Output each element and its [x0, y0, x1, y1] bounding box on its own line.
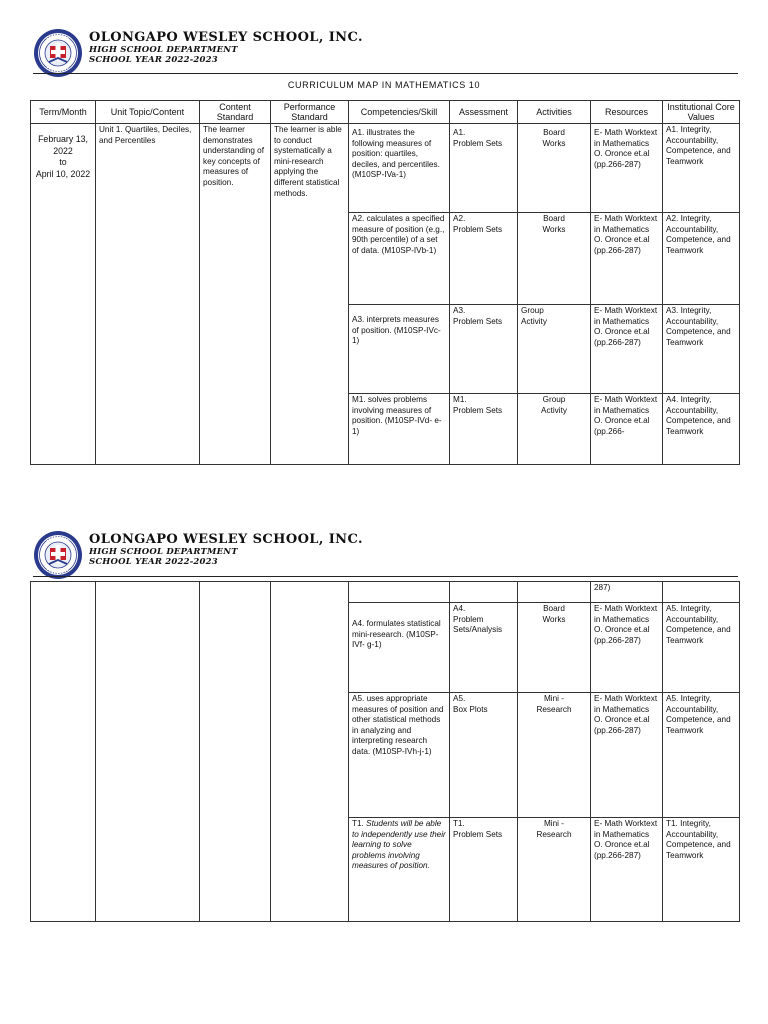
- resources-cell: E- Math Worktext in Mathematics O. Oronce et.al (pp.266-287): [591, 213, 663, 305]
- resources-cell: E- Math Worktext in Mathematics O. Oronce et.al (pp.266-: [591, 394, 663, 465]
- unit-topic-cell: Unit 1. Quartiles, Deciles, and Percentiles: [96, 124, 200, 465]
- resources-cell: E- Math Worktext in Mathematics O. Oronce et.al (pp.266-287): [591, 124, 663, 213]
- curriculum-map-table: [30, 100, 740, 465]
- content-standard-cell: The learner demonstrates understanding of key concepts of measures of position.: [200, 124, 271, 465]
- core-values-cell: A4. Integrity, Accountability, Competence, and Teamwork: [663, 394, 740, 465]
- school-title-block: [89, 30, 363, 65]
- activity-cell: Board Works: [518, 213, 591, 305]
- school-header: [33, 28, 743, 88]
- unit-topic-cell: [96, 582, 200, 922]
- column-header: Unit Topic/Content: [96, 101, 200, 124]
- assessment-cell: A1. Problem Sets: [450, 124, 518, 213]
- column-header: Assessment: [450, 101, 518, 124]
- assessment-cell: A4. Problem Sets/Analysis: [450, 603, 518, 693]
- table-row: [31, 582, 740, 603]
- column-header: Resources: [591, 101, 663, 124]
- school-year: SCHOOL YEAR 2022-2023: [89, 55, 218, 65]
- resources-cell: 287): [591, 582, 663, 603]
- competency-cell: [349, 582, 450, 603]
- performance-standard-cell: [271, 582, 349, 922]
- resources-cell: E- Math Worktext in Mathematics O. Oronce et.al (pp.266-287): [591, 693, 663, 818]
- core-values-cell: A3. Integrity, Accountability, Competence, and Teamwork: [663, 305, 740, 394]
- core-values-cell: A5. Integrity, Accountability, Competence, and Teamwork: [663, 693, 740, 818]
- competency-cell: A4. formulates statistical mini-research. (M10SP-IVf- g-1): [349, 603, 450, 693]
- column-header: Institutional Core Values: [663, 101, 740, 124]
- activity-cell: Mini - Research: [518, 693, 591, 818]
- column-header: Competencies/Skill: [349, 101, 450, 124]
- header-divider: [33, 73, 738, 74]
- assessment-cell: T1. Problem Sets: [450, 818, 518, 922]
- school-title-block: [89, 532, 363, 567]
- assessment-cell: [450, 582, 518, 603]
- term-cell: February 13, 2022 to April 10, 2022: [31, 124, 96, 465]
- school-name: OLONGAPO WESLEY SCHOOL, INC.: [89, 30, 363, 45]
- school-department: HIGH SCHOOL DEPARTMENT: [89, 547, 238, 557]
- competency-cell: A3. interprets measures of position. (M10SP-IVc-1): [349, 305, 450, 394]
- resources-cell: E- Math Worktext in Mathematics O. Oronce et.al (pp.266-287): [591, 818, 663, 922]
- school-year: SCHOOL YEAR 2022-2023: [89, 557, 218, 567]
- core-values-cell: T1. Integrity, Accountability, Competence, and Teamwork: [663, 818, 740, 922]
- document-title: CURRICULUM MAP IN MATHEMATICS 10: [287, 80, 481, 90]
- activity-cell: Board Works: [518, 124, 591, 213]
- school-department: HIGH SCHOOL DEPARTMENT: [89, 45, 238, 55]
- column-header: Activities: [518, 101, 591, 124]
- activity-cell: Board Works: [518, 603, 591, 693]
- document-page-2: [0, 500, 768, 1024]
- column-header: Content Standard: [200, 101, 271, 124]
- competency-text: Students will be able to independently use their learning to solve problems involving measures of position.: [352, 819, 446, 871]
- core-values-cell: A2. Integrity, Accountability, Competence, and Teamwork: [663, 213, 740, 305]
- school-seal-logo: [33, 530, 83, 580]
- resources-cell: E- Math Worktext in Mathematics O. Oronce et.al (pp.266-287): [591, 603, 663, 693]
- assessment-cell: A5. Box Plots: [450, 693, 518, 818]
- competency-cell: A5. uses appropriate measures of position and other statistical methods in analyzing and interpreting research data. (M10SP-IVh-j-1): [349, 693, 450, 818]
- header-divider: [33, 576, 738, 577]
- curriculum-map-table-continued: [30, 581, 740, 922]
- document-page-1: [0, 0, 768, 500]
- column-header: Performance Standard: [271, 101, 349, 124]
- content-standard-cell: [200, 582, 271, 922]
- activity-cell: [518, 582, 591, 603]
- competency-cell: A1. illustrates the following measures of position: quartiles, deciles, and percentiles. (M10SP-IVa-1): [349, 124, 450, 213]
- core-values-cell: A1. Integrity, Accountability, Competence, and Teamwork: [663, 124, 740, 213]
- core-values-cell: [663, 582, 740, 603]
- table-row: [31, 124, 740, 213]
- table-header-row: [31, 101, 740, 124]
- core-values-cell: A5. Integrity, Accountability, Competence, and Teamwork: [663, 603, 740, 693]
- assessment-cell: A3. Problem Sets: [450, 305, 518, 394]
- term-cell: [31, 582, 96, 922]
- activity-cell: Group Activity: [518, 305, 591, 394]
- competency-cell: A2. calculates a specified measure of position (e.g., 90th percentile) of a set of data. (M10SP-IVb-1): [349, 213, 450, 305]
- school-seal-logo: [33, 28, 83, 78]
- assessment-cell: A2. Problem Sets: [450, 213, 518, 305]
- activity-cell: Group Activity: [518, 394, 591, 465]
- resources-cell: E- Math Worktext in Mathematics O. Oronce et.al (pp.266-287): [591, 305, 663, 394]
- activity-cell: Mini - Research: [518, 818, 591, 922]
- competency-cell: [349, 818, 450, 922]
- competency-label: T1.: [352, 819, 364, 828]
- school-name: OLONGAPO WESLEY SCHOOL, INC.: [89, 532, 363, 547]
- assessment-cell: M1. Problem Sets: [450, 394, 518, 465]
- column-header: Term/Month: [31, 101, 96, 124]
- competency-cell: M1. solves problems involving measures of position. (M10SP-IVd- e-1): [349, 394, 450, 465]
- performance-standard-cell: The learner is able to conduct systematically a mini-research applying the different statistical methods.: [271, 124, 349, 465]
